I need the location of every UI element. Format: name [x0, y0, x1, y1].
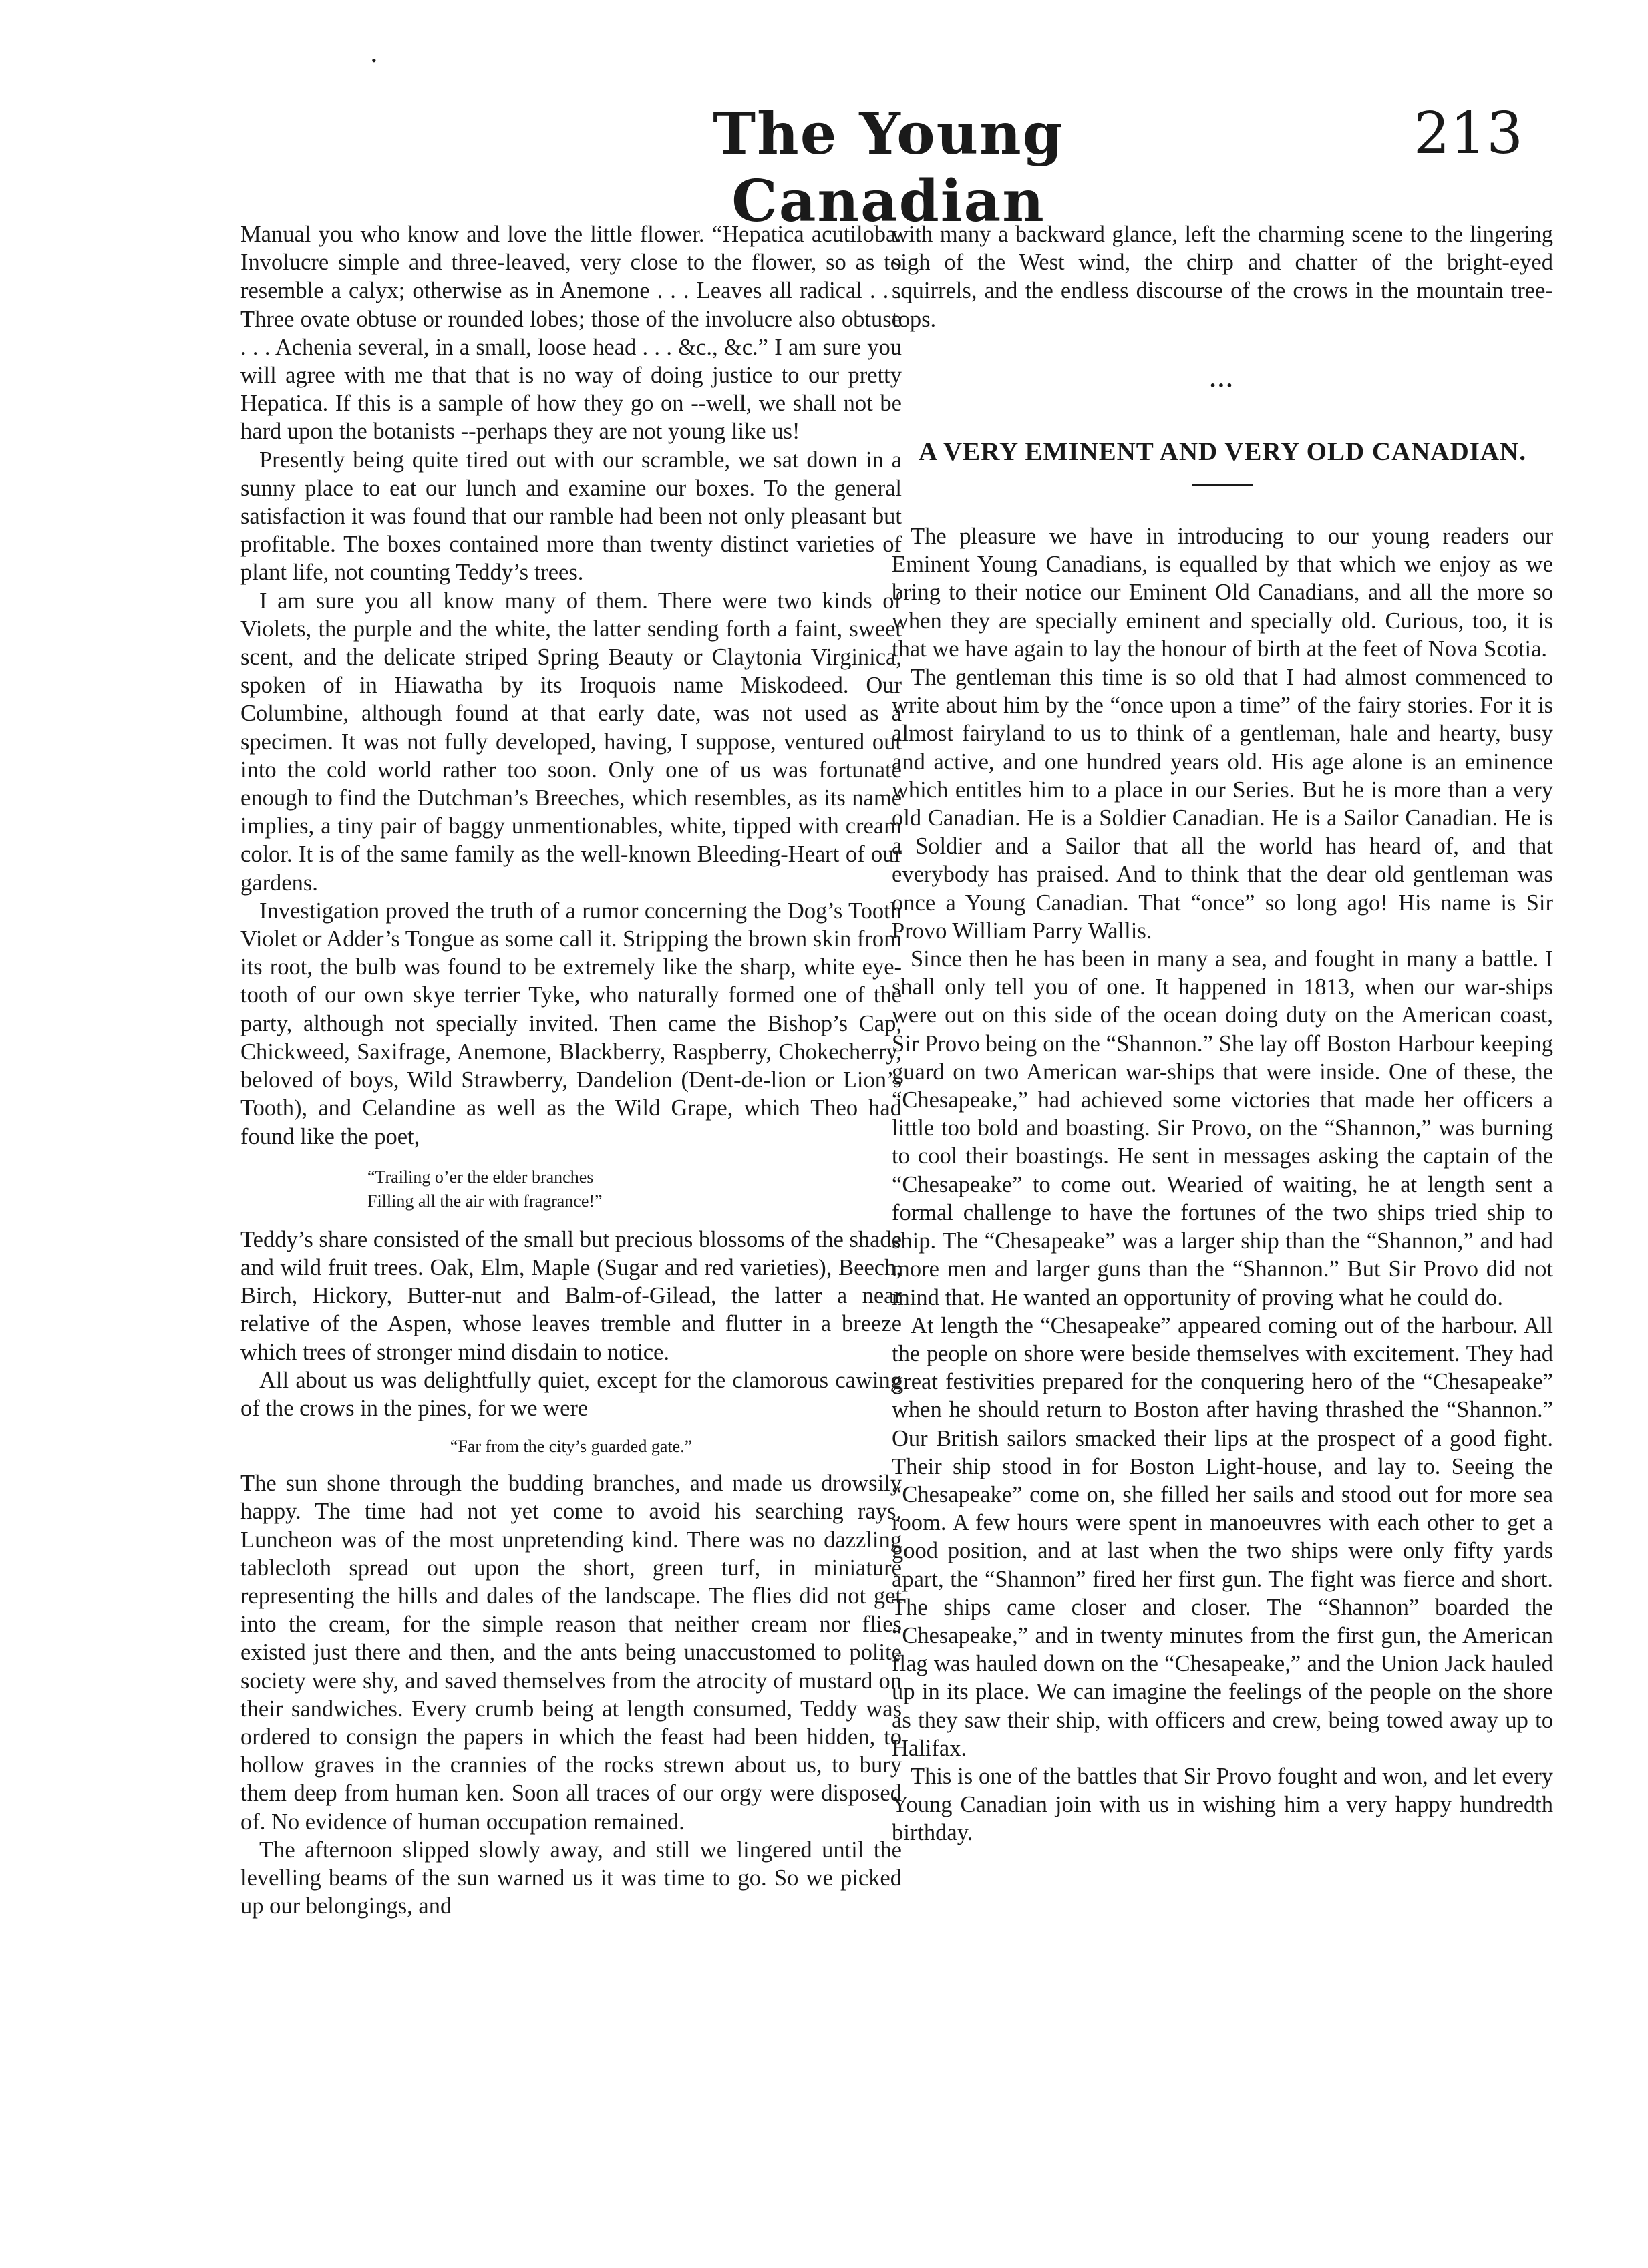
- page-number: 213: [1413, 100, 1523, 167]
- paragraph: The gentleman this time is so old that I had almost commenced to write about him by the “once upon a time” of the fairy stories. For it is almost fairyland to us to think of a gentleman, hale and hearty, busy and active, and one hundred years old. His age alone is an eminence which entitles him to a place in our Series. But he is more than a very old Canadian. He is a Soldier Canadian. He is a Sailor Canadian. He is a Soldier and a Sailor that all the world has heard of, and that everybody has praised. And to think that the dear old gentleman was once a Young Canadian. That “once” so long ago! His name is Sir Provo William Parry Wallis.: [892, 665, 1553, 944]
- periodical-title: The Young Canadian: [713, 100, 1064, 235]
- paragraph: I am sure you all know many of them. There were two kinds of Violets, the purple and the white, the latter sending forth a faint, sweet scent, and the delicate striped Spring Beauty or Claytonia Virginica, spoken of in Hiawatha by its Iroquois name Miskodeed. Our Columbine, although found at that early date, was not used as a specimen. It was not fully developed, having, I suppose, ventured out into the cold world rather too soon. Only one of us was fortunate enough to find the Dutchman’s Breeches, which resembles, as its name implies, a tiny pair of baggy unmentionables, white, tipped with cream color. It is of the same family as the well-known Bleeding-Heart of our gardens.: [240, 588, 902, 896]
- paragraph: Presently being quite tired out with our scramble, we sat down in a sunny place to eat our lunch and examine our boxes. To the general satisfaction it was found that our ramble had been not only pleasant but profitable. The boxes contained more than twenty distinct varieties of plant life, not counting Teddy’s trees.: [240, 447, 902, 586]
- paragraph: The afternoon slipped slowly away, and still we lingered until the levelling beams of the sun warned us it was time to go. So we picked up our belongings, and: [240, 1837, 902, 1919]
- poem-quotation: [240, 1165, 902, 1213]
- paragraph: Teddy’s share consisted of the small but precious blossoms of the shade and wild fruit trees. Oak, Elm, Maple (Sugar and red varieties), Beech, Birch, Hickory, Butter-nut and Balm-of-Gilead, the latter a near relative of the Aspen, whose leaves tremble and flutter in a breeze which trees of stronger mind disdain to notice.: [240, 1226, 902, 1365]
- stray-mark: •: [371, 52, 377, 69]
- section-ornament: •••: [1210, 377, 1235, 395]
- poem-line: “Trailing o’er the elder branches: [367, 1167, 594, 1187]
- paragraph: Manual you who know and love the little flower. “Hepatica acutiloba. Involucre simple and three-leaved, very close to the flower, so as to resemble a calyx; otherwise as in Anemone . . . Leaves all radical . . . Three ovate obtuse or rounded lobes; those of the involucre also obtuse . . . Achenia several, in a small, loose head . . . &c., &c.” I am sure you will agree with me that that is no way of doing justice to our pretty Hepatica. If this is a sample of how they go on --well, we shall not be hard upon the botanists --perhaps they are not young like us!: [240, 222, 902, 445]
- paragraph: The pleasure we have in introducing to our young readers our Eminent Young Canadians, is equalled by that which we enjoy as we bring to their notice our Eminent Old Canadians, and all the more so when they are specially eminent and specially old. Curious, too, it is that we have again to lay the honour of birth at the feet of Nova Scotia.: [892, 524, 1553, 662]
- paragraph: This is one of the battles that Sir Provo fought and won, and let every Young Canadian join with us in wishing him a very happy hundredth birthday.: [892, 1763, 1553, 1846]
- verse-quotation: “Far from the city’s guarded gate.”: [450, 1437, 693, 1457]
- paragraph: The sun shone through the budding branches, and made us drowsily happy. The time had not yet come to avoid his searching rays. Luncheon was of the most unpretending kind. There was no dazzling tablecloth spread out upon the short, green turf, in miniature representing the hills and dales of the landscape. The flies did not get into the cream, for the simple reason that neither cream nor flies existed just there and then, and the ants being unaccustomed to polite society were shy, and saved themselves from the atrocity of mustard on their sandwiches. Every crumb being at length consumed, Teddy was ordered to consign the papers in which the feast had been hidden, to hollow graves in the crannies of the rocks strewn about us, to bury them deep from human ken. Soon all traces of our orgy were disposed of. No evidence of human occupation remained.: [240, 1471, 902, 1835]
- paragraph: At length the “Chesapeake” appeared coming out of the harbour. All the people on shore were beside themselves with excitement. They had great festivities prepared for the conquering hero of the “Chesapeake” when he should return to Boston after having thrashed the “Shannon.” Our British sailors smacked their lips at the prospect of a good fight. Their ship stood in for Boston Light-house, and lay to. Seeing the “Chesapeake” come on, she filled her sails and stood out for more sea room. A few hours were spent in manoeuvres with each other to get a good position, and at last when the two ships were only fifty yards apart, the “Shannon” fired her first gun. The fight was fierce and short. The ships came closer and closer. The “Shannon” boarded the “Chesapeake,” and in twenty minutes from the first gun, the American flag was hauled down on the “Chesapeake,” and the Union Jack hauled up in its place. We can imagine the feelings of the people on the shore as they saw their ship, with officers and crew, being towed away up to Halifax.: [892, 1312, 1553, 1761]
- paragraph: Investigation proved the truth of a rumor concerning the Dog’s Tooth Violet or Adder’s Tongue as some call it. Stripping the brown skin from its root, the bulb was found to be extremely like the sharp, white eye-tooth of our own skye terrier Tyke, who naturally formed one of the party, although not specially invited. Then came the Bishop’s Cap, Chickweed, Saxifrage, Anemone, Blackberry, Raspberry, Chokecherry, beloved of boys, Wild Strawberry, Dandelion (Dent-de-lion or Lion’s Tooth), and Celandine as well as the Wild Grape, which Theo had found like the poet,: [240, 898, 902, 1149]
- left-column: [240, 220, 902, 1920]
- paragraph: with many a backward glance, left the charming scene to the lingering sigh of the West wind, the chirp and chatter of the bright-eyed squirrels, and the endless discourse of the crows in the mountain tree-tops.: [892, 222, 1553, 332]
- article-heading: A VERY EMINENT AND VERY OLD CANADIAN.: [918, 437, 1527, 467]
- poem-line: Filling all the air with fragrance!”: [367, 1191, 603, 1211]
- heading-rule: [1192, 484, 1253, 486]
- right-column: [892, 220, 1553, 1847]
- paragraph: All about us was delightfully quiet, except for the clamorous cawing of the crows in the pines, for we were: [240, 1367, 902, 1421]
- paragraph: Since then he has been in many a sea, and fought in many a battle. I shall only tell you of one. It happened in 1813, when our war-ships were out on this side of the ocean doing duty on the American coast, Sir Provo being on the “Shannon.” She lay off Boston Harbour keeping guard on two American war-ships that were inside. One of these, the “Chesapeake,” had achieved some victories that made her officers a little too bold and boasting. Sir Provo, on the “Shannon,” was burning to cool their boastings. He sent in messages asking the captain of the “Chesapeake” to come out. Wearied of waiting, he at length sent a formal challenge to have the fortunes of the two ships tried ship to ship. The “Chesapeake” was a larger ship than the “Shannon,” and had more men and larger guns than the “Shannon.” But Sir Provo did not mind that. He wanted an opportunity of proving what he could do.: [892, 946, 1553, 1310]
